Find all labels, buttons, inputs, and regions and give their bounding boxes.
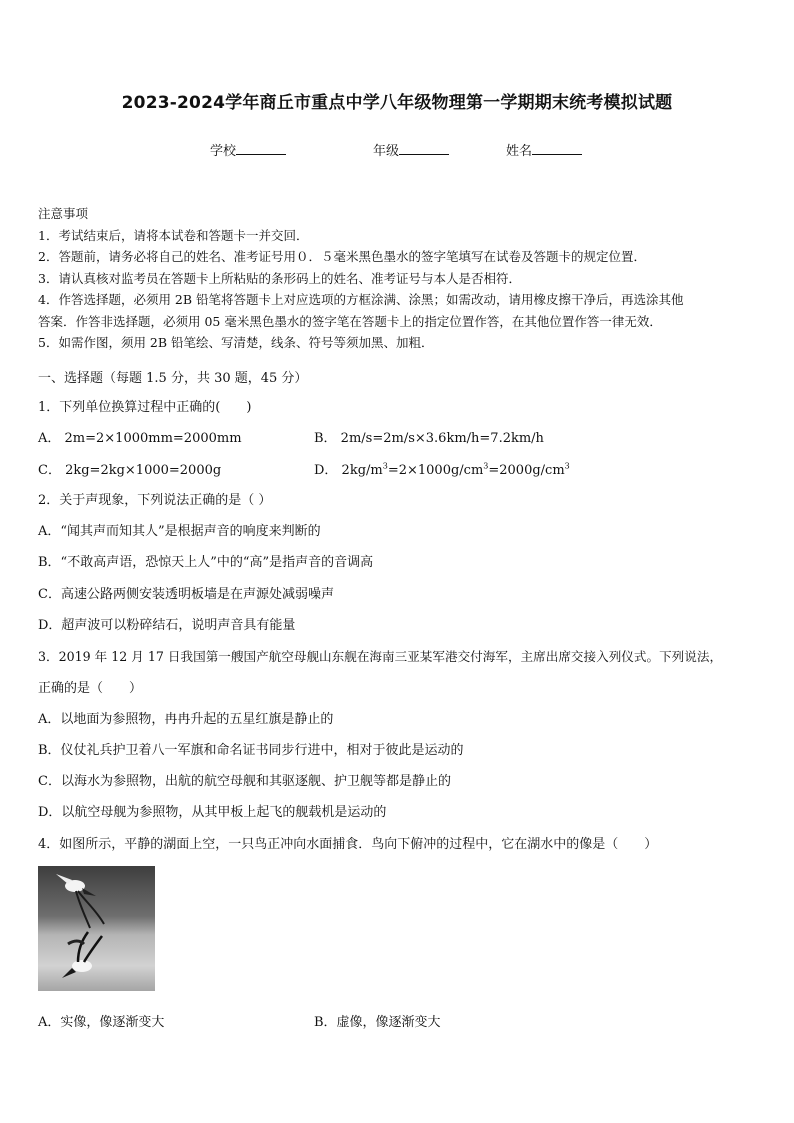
section-heading: 一、选择题（每题 1.5 分，共 30 题，45 分） (38, 371, 308, 386)
option-d-part2: =2×1000g/cm (387, 463, 484, 478)
school-label: 学校 (210, 144, 237, 159)
question-3-stem: 3．2019 年 12 月 17 日我国第一艘国产航空母舰山东舰在海南三亚某军港交付海军，主席出席交接入列仪式。下列说法， (38, 649, 723, 664)
bird-lake-photo (38, 866, 155, 991)
school-blank[interactable] (236, 142, 286, 155)
name-blank[interactable] (532, 142, 582, 155)
notice-item: 3．请认真核对监考员在答题卡上所粘贴的条形码上的姓名、准考证号与本人是否相符． (38, 270, 521, 286)
notice-item: 答案．作答非选择题，必须用 05 毫米黑色墨水的签字笔在答题卡上的指定位置作答，在其他位置作答一律无效． (38, 313, 662, 329)
question-2-option-c[interactable]: C．高速公路两侧安装透明板墙是在声源处减弱噪声 (38, 587, 334, 602)
question-2-stem: 2．关于声现象，下列说法正确的是（ ） (38, 493, 272, 508)
question-3-option-a[interactable]: A．以地面为参照物，冉冉升起的五星红旗是静止的 (38, 712, 334, 727)
superscript: 3 (564, 461, 570, 471)
grade-blank[interactable] (399, 142, 449, 155)
question-1-option-c[interactable]: C． 2kg=2kg×1000=2000g (38, 463, 222, 478)
question-2-option-b[interactable]: B．“不敢高声语，恐惊天上人”中的“高”是指声音的音调高 (38, 555, 374, 570)
exam-title: 2023-2024学年商丘市重点中学八年级物理第一学期期末统考模拟试题 (121, 93, 673, 113)
question-2-option-a[interactable]: A．“闻其声而知其人”是根据声音的响度来判断的 (38, 524, 321, 539)
school-field[interactable] (210, 140, 286, 159)
grade-field[interactable] (373, 140, 449, 159)
question-3-stem-cont: 正确的是（ ） (38, 681, 143, 696)
question-3-option-b[interactable]: B．仪仗礼兵护卫着八一军旗和命名证书同步行进中，相对于彼此是运动的 (38, 743, 464, 758)
question-4-option-b[interactable]: B．虚像，像逐渐变大 (314, 1015, 441, 1030)
notice-item: 1．考试结束后，请将本试卷和答题卡一并交回． (38, 227, 309, 243)
question-1-option-b[interactable]: B． 2m/s=2m/s×3.6km/h=7.2km/h (314, 431, 544, 446)
question-1-option-d[interactable] (314, 459, 570, 478)
question-3-option-c[interactable]: C．以海水为参照物，出航的航空母舰和其驱逐舰、护卫舰等都是静止的 (38, 774, 451, 789)
question-3-option-d[interactable]: D．以航空母舰为参照物，从其甲板上起飞的舰载机是运动的 (38, 805, 387, 820)
question-1-option-a[interactable]: A． 2m=2×1000mm=2000mm (38, 431, 242, 446)
notice-item: 4．作答选择题，必须用 2B 铅笔将答题卡上对应选项的方框涂满、涂黑；如需改动，请用橡皮擦干净后，再选涂其他 (38, 292, 684, 307)
notice-block (38, 203, 758, 354)
notice-item: 2．答题前，请务必将自己的姓名、准考证号用０．５毫米黑色墨水的签字笔填写在试卷及答题卡的规定位置． (38, 249, 646, 264)
superscript: 3 (483, 461, 489, 471)
question-4-option-a[interactable]: A．实像，像逐渐变大 (38, 1015, 165, 1030)
name-field[interactable] (506, 140, 582, 159)
grade-label: 年级 (373, 144, 400, 159)
notice-heading: 注意事项 (38, 206, 89, 221)
option-d-part3: =2000g/cm (488, 463, 565, 478)
question-2-option-d[interactable]: D．超声波可以粉碎结石，说明声音具有能量 (38, 618, 296, 633)
option-d-part1: D． 2kg/m (314, 463, 383, 478)
bird-reflection-icon (38, 866, 155, 991)
question-4-stem: 4．如图所示，平静的湖面上空，一只鸟正冲向水面捕食．鸟向下俯冲的过程中，它在湖水中的像是（ ） (38, 837, 658, 852)
question-1-stem: 1．下列单位换算过程中正确的( ) (38, 400, 252, 415)
name-label: 姓名 (506, 144, 533, 159)
superscript: 3 (382, 461, 388, 471)
notice-item: 5．如需作图，须用 2B 铅笔绘、写清楚，线条、符号等须加黑、加粗． (38, 335, 434, 350)
